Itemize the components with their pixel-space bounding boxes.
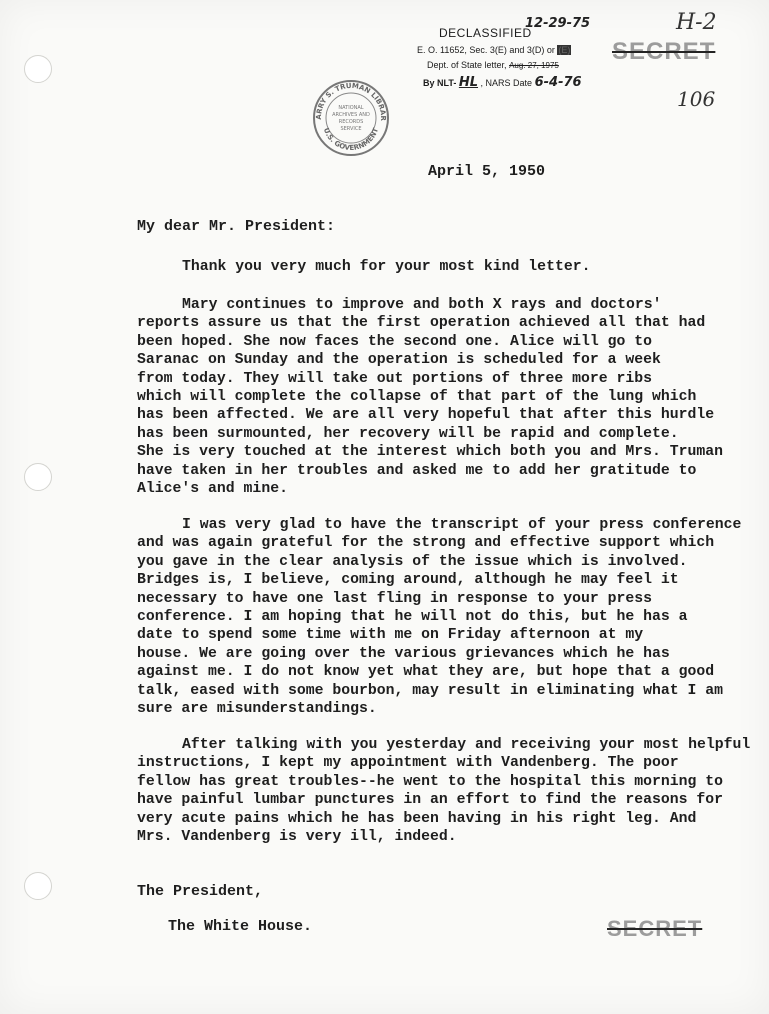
declassified-title: DECLASSIFIED <box>439 26 532 40</box>
seal-inner-line-1: NATIONAL <box>338 105 364 111</box>
dept-struck-date: Aug. 27, 1975 <box>509 61 559 70</box>
paragraph-4-line: fellow has great troubles--he went to the hospital this morning to <box>137 773 724 790</box>
dept-line: Dept. of State letter, Aug. 27, 1975 12-29-75 <box>427 16 591 70</box>
seal-outer-bottom-text: U.S. GOVERNMENT <box>321 126 381 153</box>
paragraph-3-line: and was again grateful for the strong and effective support which <box>137 535 715 552</box>
punch-hole-top <box>24 55 52 83</box>
secret-stamp-bottom: SECRET <box>607 916 703 941</box>
paragraph-4-line: instructions, I kept my appointment with Vandenberg. The poor <box>137 755 679 772</box>
paragraph-1 <box>137 258 717 276</box>
paragraph-4-line: After talking with you yesterday and receiving your most helpful <box>182 737 751 753</box>
paragraph-2-line: Mary continues to improve and both X rays and doctors' <box>182 297 662 313</box>
paragraph-2-line: has been affected. We are all very hopeful that after this hurdle <box>137 407 715 424</box>
secret-stamp-top: SECRET <box>612 38 716 65</box>
paragraph-3-line: Bridges is, I believe, coming around, although he may feel it <box>137 572 679 589</box>
paragraph-4 <box>137 736 751 846</box>
paragraph-3-line: I was very glad to have the transcript of your press conference <box>182 517 742 533</box>
paragraph-2-line: which will complete the collapse of that part of the lung which <box>137 389 697 406</box>
punch-hole-middle <box>24 463 52 491</box>
paragraph-3-line: necessary to have one last fling in response to your press <box>137 590 653 607</box>
addressee-line-1: The President, <box>137 883 264 900</box>
dept-handwritten-date: 12-29-75 <box>525 16 591 31</box>
paragraph-2 <box>137 296 724 498</box>
paragraph-3-line: conference. I am hoping that he will not do this, but he has a <box>137 609 688 626</box>
seal-outer-top-text: ARRY S. TRUMAN LIBRAR <box>314 81 388 121</box>
paragraph-3-line: talk, eased with some bourbon, may result in eliminating what I am <box>137 682 724 699</box>
by-line: By NLT- HL , NARS Date 6-4-76 <box>423 75 582 90</box>
eo-mark: (E) <box>558 45 571 55</box>
paragraph-2-line: has been surmounted, her recovery will be rapid and complete. <box>137 425 679 442</box>
seal-inner-line-3: RECORDS <box>338 119 364 125</box>
paragraph-2-line: reports assure us that the first operation achieved all that had <box>137 315 706 332</box>
paragraph-3-line: you gave in the clear analysis of the issue which is involved. <box>137 553 688 570</box>
paragraph-2-line: been hoped. She now faces the second one. Alice will go to <box>137 333 653 350</box>
paragraph-4-line: have painful lumbar punctures in an effort to find the reasons for <box>137 792 724 809</box>
paragraph-1-line: Thank you very much for your most kind letter. <box>182 259 591 275</box>
seal-graphic <box>311 78 391 158</box>
paragraph-4-line: Mrs. Vandenberg is very ill, indeed. <box>137 829 457 846</box>
by-initials: HL <box>458 75 479 90</box>
nars-handwritten-date: 6-4-76 <box>534 75 582 90</box>
paragraph-4-line: very acute pains which he has been having in his right leg. And <box>137 810 697 827</box>
handwritten-h2: H-2 <box>676 10 717 35</box>
seal-inner-line-2: ARCHIVES AND <box>332 112 370 118</box>
paragraph-2-line: Alice's and mine. <box>137 481 288 498</box>
addressee-line-2: The White House. <box>168 918 313 935</box>
seal-inner-line-4: SERVICE <box>340 126 362 132</box>
salutation: My dear Mr. President: <box>137 218 336 235</box>
paragraph-2-line: from today. They will take out portions of three more ribs <box>137 370 653 387</box>
paragraph-2-line: She is very touched at the interest which both you and Mrs. Truman <box>137 444 724 461</box>
paragraph-2-line: Saranac on Sunday and the operation is scheduled for a week <box>137 352 661 369</box>
paragraph-3-line: house. We are going over the various grievances which he has <box>137 645 670 662</box>
letter-date: April 5, 1950 <box>428 163 546 180</box>
paragraph-3 <box>137 516 742 718</box>
paragraph-3-line: sure are misunderstandings. <box>137 701 377 718</box>
seal-outer-ring <box>314 81 388 155</box>
handwritten-page-number: 106 <box>677 87 716 111</box>
paragraph-3-line: against me. I do not know yet what they are, but hope that a good <box>137 664 715 681</box>
paragraph-3-line: date to spend some time with me on Friday afternoon at my <box>137 627 644 644</box>
truman-library-seal <box>311 78 391 158</box>
paragraph-2-line: have taken in her troubles and asked me to add her gratitude to <box>137 462 697 479</box>
punch-hole-bottom <box>24 872 52 900</box>
eo-line: E. O. 11652, Sec. 3(E) and 3(D) or (E) <box>417 45 571 55</box>
